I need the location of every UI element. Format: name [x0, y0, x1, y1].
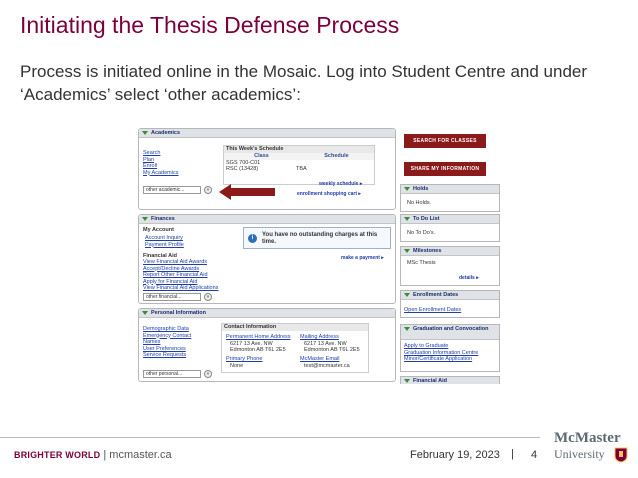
milestones-header: Milestones	[401, 247, 499, 256]
make-payment-link[interactable]: make a payment ▸	[341, 255, 384, 261]
footer-divider	[0, 437, 540, 438]
schedule-column-header: Schedule	[324, 153, 349, 159]
mailing-address-link[interactable]: Mailing Address	[300, 334, 339, 340]
enroll-link[interactable]: Enroll	[143, 163, 158, 169]
accept-decline-link[interactable]: Accept/Decline Awards	[143, 265, 200, 272]
view-aid-applications-link[interactable]: View Financial Aid Applications	[143, 285, 219, 291]
finances-header: Finances	[139, 215, 395, 224]
other-academic-select[interactable]: other academic...	[143, 186, 201, 194]
graduation-panel	[400, 324, 500, 372]
todo-panel: To Do List No To Do's.	[400, 214, 500, 242]
slide-date: February 19, 2023	[410, 449, 500, 461]
search-for-classes-button[interactable]: SEARCH FOR CLASSES	[404, 134, 486, 148]
footer-separator: |	[511, 448, 514, 460]
other-personal-select[interactable]: other personal...	[143, 370, 201, 378]
financial-aid-panel	[400, 376, 500, 384]
table-row: SGS 700-C01	[226, 160, 261, 166]
primary-phone-link[interactable]: Primary Phone	[226, 356, 263, 362]
financial-aid-header: Financial Aid	[401, 377, 499, 384]
service-requests-link[interactable]: Service Requests	[143, 352, 187, 358]
emergency-contact-link[interactable]: Emergency Contact	[143, 332, 192, 339]
finances-panel	[138, 214, 396, 304]
todo-header: To Do List	[401, 215, 499, 224]
personal-info-header: Personal Information	[139, 309, 395, 318]
academics-header: Academics	[139, 129, 395, 138]
graduation-header: Graduation and Convocation	[401, 325, 499, 340]
slide-title: Initiating the Thesis Defense Process	[20, 12, 400, 38]
permanent-address-link[interactable]: Permanent Home Address	[226, 334, 291, 340]
site-url: mcmaster.ca	[109, 449, 172, 461]
class-column-header: Class	[254, 153, 269, 159]
footer-brand: BRIGHTER WORLD | mcmaster.ca	[14, 449, 172, 461]
open-enrollment-dates-link[interactable]: Open Enrollment Dates	[404, 307, 462, 313]
red-arrow-icon	[219, 184, 275, 200]
no-charges-notice: i You have no outstanding charges at this time.	[243, 227, 391, 249]
holds-header: Holds	[401, 185, 499, 194]
demographic-data-link[interactable]: Demographic Data	[143, 326, 189, 332]
share-my-information-button[interactable]: SHARE MY INFORMATION	[404, 162, 486, 176]
minor-certificate-link[interactable]: Minor/Certificate Application	[404, 356, 473, 362]
apply-aid-link[interactable]: Apply for Financial Aid	[143, 278, 198, 285]
enrollment-dates-panel	[400, 290, 500, 318]
academics-links	[143, 150, 178, 176]
milestone-details-link[interactable]: details ▸	[459, 275, 479, 281]
graduation-info-centre-link[interactable]: Graduation Information Centre	[404, 349, 479, 356]
names-link[interactable]: Names	[143, 339, 161, 345]
finances-go-button[interactable]: »	[204, 293, 212, 301]
schedule-title: This Week's Schedule	[224, 146, 374, 153]
table-row: RSC (13428) TBA	[226, 166, 307, 172]
mcmaster-logo: McMaster University	[554, 430, 634, 470]
other-financial-select[interactable]: other financial...	[143, 293, 201, 301]
crest-icon	[614, 447, 628, 463]
my-academics-link[interactable]: My Academics	[143, 169, 179, 176]
personal-info-panel	[138, 308, 396, 382]
mcmaster-email-link[interactable]: McMaster Email	[300, 356, 340, 362]
contact-info-box: Contact Information Permanent Home Address 6217 13 Ave. NW Edmonton AB T6L 2E5 Mailing Address 6217 13 Ave. NW Edmonton AB T6L 2E5 Primary Phone None McMaster Email test@mcmaster.ca	[221, 323, 369, 373]
report-aid-link[interactable]: Report Other Financial Aid	[143, 272, 208, 278]
schedule-table	[223, 145, 375, 185]
my-account-label: My Account	[143, 227, 174, 233]
academics-panel	[138, 128, 396, 210]
financial-aid-label: Financial Aid	[143, 253, 178, 259]
payment-profile-link[interactable]: Payment Profile	[145, 241, 184, 248]
milestones-panel: Milestones MSc Thesis details ▸	[400, 246, 500, 286]
brighter-world-label: BRIGHTER WORLD	[14, 450, 101, 460]
user-preferences-link[interactable]: User Preferences	[143, 345, 186, 352]
holds-panel: Holds No Holds.	[400, 184, 500, 212]
enrollment-cart-link[interactable]: enrollment shopping cart ▸	[297, 191, 361, 197]
weekly-schedule-link[interactable]: weekly schedule ▸	[319, 181, 363, 187]
info-icon: i	[248, 234, 257, 243]
view-aid-awards-link[interactable]: View Financial Aid Awards	[143, 259, 207, 265]
account-inquiry-link[interactable]: Account Inquiry	[145, 235, 183, 241]
contact-info-title: Contact Information	[222, 324, 368, 331]
apply-to-graduate-link[interactable]: Apply to Graduate	[404, 343, 449, 349]
page-number: 4	[531, 449, 538, 461]
student-centre-screenshot	[138, 126, 502, 384]
personal-go-button[interactable]: »	[204, 370, 212, 378]
enrollment-dates-header: Enrollment Dates	[401, 291, 499, 300]
search-link[interactable]: Search	[143, 150, 161, 156]
plan-link[interactable]: Plan	[143, 156, 155, 163]
academics-go-button[interactable]: »	[204, 186, 212, 194]
body-text: Process is initiated online in the Mosaic. Log into Student Centre and under ‘Academics’ select ‘other academics’:	[20, 62, 588, 104]
